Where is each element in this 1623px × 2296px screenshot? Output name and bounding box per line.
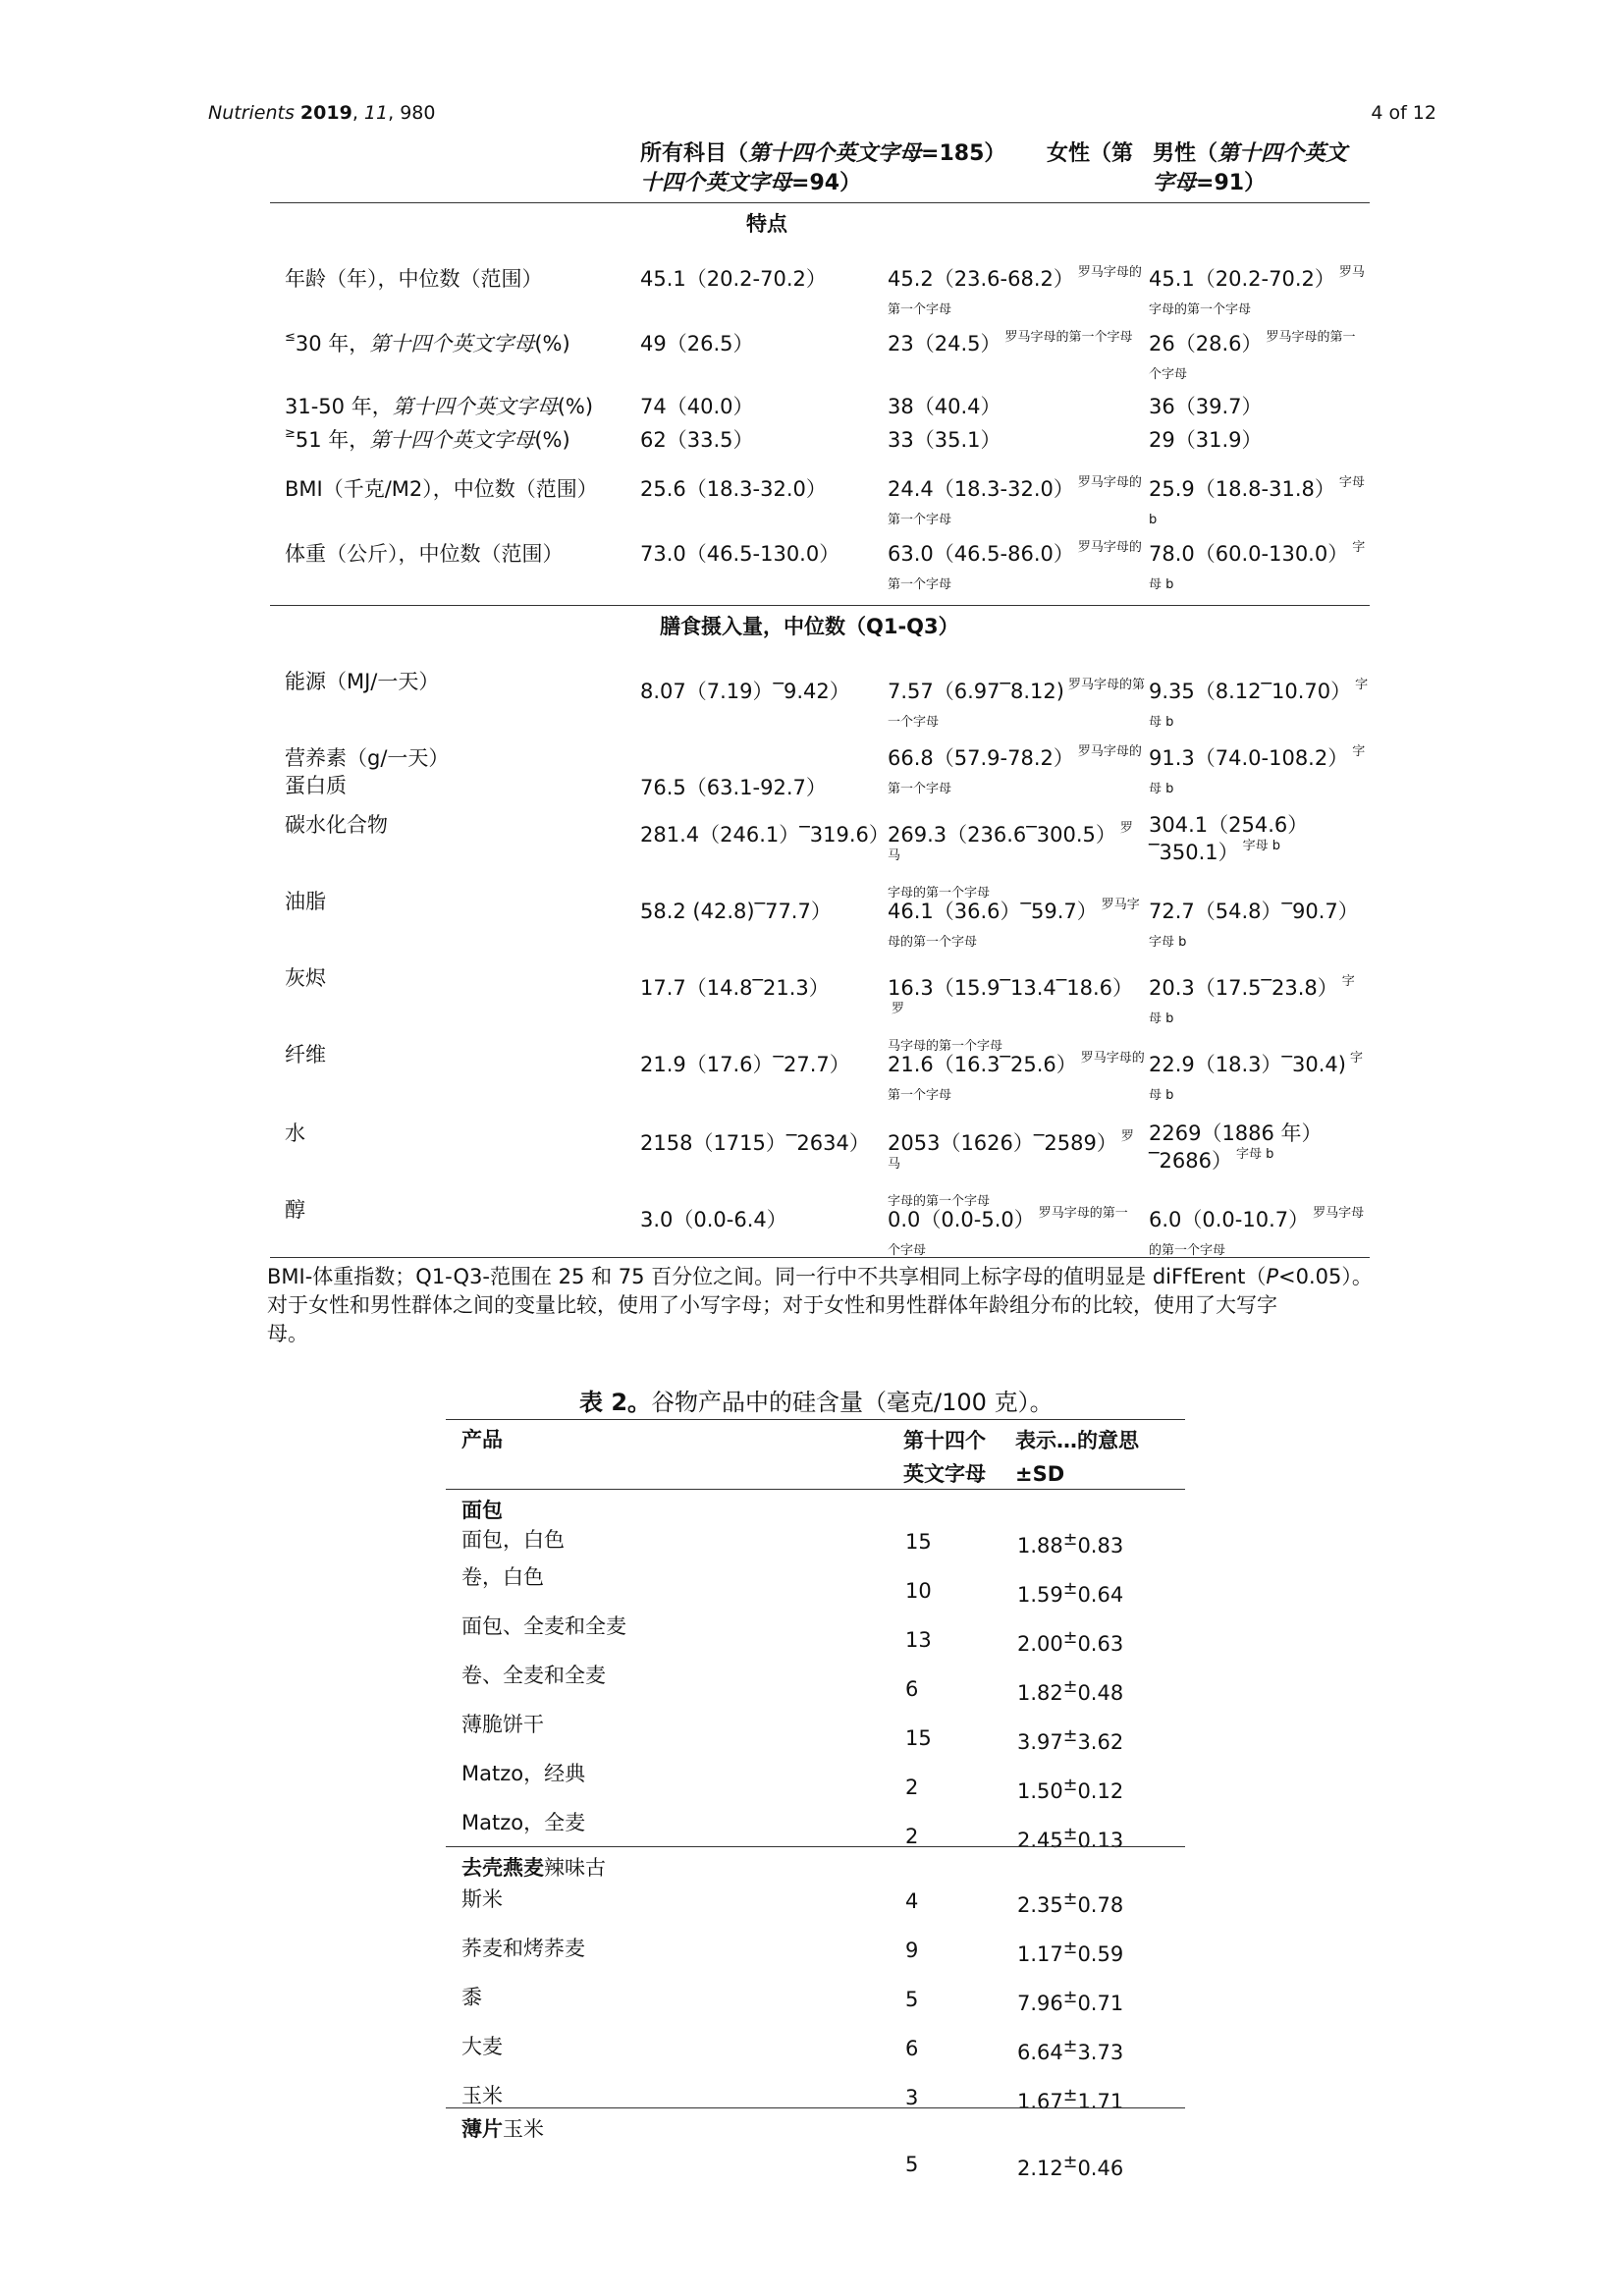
row-label [285,744,449,799]
plus-minus: ± [1062,1988,1078,2007]
sample-count: 13 [905,1628,932,1652]
sd-value: 0.78 [1077,1893,1124,1917]
cell-male [1149,330,1377,385]
superscript: 罗马字母的 [1077,265,1142,280]
cell-all-subjects: 25.6（18.3-32.0） [640,477,827,501]
sample-count: 15 [905,1530,932,1554]
table-1-footnote: BMI-体重指数；Q1-Q3-范围在 25 和 75 百分位之间。同一行中不共享相同上标字母的值明显是 diFfErent（P<0.05）。 对于女性和男性群体之间的变量比较，使用了小写字母；对于女性和男性群体年龄组分布的比较，使用了大写字 母。 [267,1265,1373,1345]
running-header: Nutrients 2019, 11, 980 [208,102,436,124]
mean-value: 2.00 [1017,1632,1063,1656]
label-text: 30 年， [295,332,370,355]
mean-sd [1017,2037,1123,2064]
cell-female [888,1051,1145,1106]
sample-count: 5 [905,1988,919,2011]
product-name: 面包，白色 [461,1528,565,1552]
superscript: 罗马字母的 [1080,1051,1145,1066]
sd-value: 0.59 [1077,1942,1124,1966]
article-number: 980 [400,102,436,124]
superscript: 罗 [892,1002,905,1016]
superscript-cont: 第一个字母 [888,302,952,317]
superscript-cont: 母 b [1149,715,1174,730]
product-name: Matzo，经典 [461,1762,586,1785]
cell-value: 91.3（74.0-108.2） [1149,746,1349,770]
cell-female [888,678,1145,733]
sd-value: 0.13 [1077,1829,1124,1852]
cell-male [1149,678,1377,733]
row-label [285,964,326,992]
plus-minus: ± [1062,1530,1078,1550]
mean-sd [1017,1677,1123,1705]
cell-all-subjects: 58.2 (42.8)‾77.7） [640,900,832,923]
sample-count: 6 [905,1677,919,1701]
label-text: 油脂 [285,890,326,913]
cell-value: 63.0（46.5-86.0） [888,542,1074,566]
superscript: 罗马字母的第一 [1038,1206,1128,1221]
superscript-cont: 一个字母 [888,715,940,730]
product-name: 卷，白色 [461,1565,544,1589]
mean-sd [1017,1825,1123,1852]
cell-value: 46.1（36.6）‾59.7） [888,900,1098,923]
cell-value: 22.9（18.3）‾30.4) [1149,1053,1346,1076]
plus-minus: ± [1062,1825,1078,1844]
journal-year: 2019 [299,102,352,124]
row-label [285,1041,326,1068]
col-header-n: 第十四个 英文字母 [903,1429,986,1486]
product-name: 斯米 [461,1887,503,1911]
col-header-all: 所有科目（第十四个英文字母=185） 十四个英文字母=94） [640,141,1006,195]
cell-female [888,898,1145,953]
product-name: 大麦 [461,2035,503,2058]
mean-value: 1.88 [1017,1534,1063,1558]
superscript: 罗马 [888,821,1133,863]
cell-male [1149,898,1377,953]
cell-female [888,1129,1145,1212]
superscript-cont: 的第一个字母 [1149,1243,1226,1258]
mean-sd [1017,2086,1123,2113]
cell-value: 7.57（6.97‾8.12) [888,680,1064,703]
superscript-cont: b [1149,513,1158,527]
cell-male [1149,744,1377,799]
superscript: 字母 [1338,475,1365,490]
cell-female [888,744,1145,799]
row-label [285,393,593,420]
cell-value: 36（39.7） [1149,395,1263,418]
mean-value: 2.45 [1017,1829,1063,1852]
cell-female [888,1206,1145,1261]
cell-value: 2053（1626）‾2589） [888,1131,1117,1155]
cell-all-subjects: 21.9（17.6）‾27.7） [640,1053,850,1076]
label-text: 51 年， [295,428,370,452]
label-subitem: 蛋白质 [285,774,347,797]
cell-all-subjects: 76.5（63.1-92.7） [640,776,827,799]
cell-value: 26（28.6） [1149,332,1263,355]
label-text: 碳水化合物 [285,813,388,837]
label-text: 水 [285,1121,305,1145]
sd-value: 0.12 [1077,1779,1124,1803]
cell-female [888,265,1145,320]
superscript-cont: 母的第一个字母 [888,935,978,950]
superscript: 罗马字母的第一 [1266,330,1356,345]
label-text: 体重（公斤），中位数（范围） [285,542,564,566]
sd-value: 0.46 [1077,2157,1124,2180]
cell-value: 45.2（23.6-68.2） [888,267,1074,291]
mean-sd [1017,1726,1123,1754]
cell-value: 9.35（8.12‾10.70） [1149,680,1352,703]
cell-female [888,475,1145,530]
mean-sd [1017,1889,1123,1917]
cell-all-subjects: 281.4（246.1）‾319.6） [640,823,890,847]
group-title [461,2113,544,2143]
cell-value: 29（31.9） [1149,428,1263,452]
cell-male [1149,974,1377,1029]
cell-value: 2269（1886 年） [1149,1121,1323,1145]
cell-female [888,540,1145,595]
label-text: 能源（MJ/一天） [285,670,440,693]
sample-count: 3 [905,2086,919,2109]
group-divider [446,2107,1185,2108]
mean-sd [1017,1988,1123,2015]
superscript: 字 [1352,744,1366,759]
plus-minus: ± [1062,1579,1078,1599]
cell-value: 38（40.4） [888,395,1001,418]
sample-count: 5 [905,2153,919,2176]
label-symbol: ≤ [285,330,296,345]
superscript-cont: 母 b [1149,1088,1174,1103]
cell-value: 6.0（0.0-10.7） [1149,1208,1310,1231]
group-title-rest: 辣味古 [544,1856,606,1880]
cell-value: 24.4（18.3-32.0） [888,477,1074,501]
cell-value: 72.7（54.8）‾90.7） [1149,900,1359,923]
group-title [461,1852,606,1882]
col-header-product: 产品 [461,1428,503,1451]
cell-male [1149,426,1377,454]
product-name: 卷、全麦和全麦 [461,1664,606,1687]
product-name: 黍 [461,1986,482,2009]
mean-value: 1.50 [1017,1779,1063,1803]
cell-female [888,974,1145,1057]
table-rule [446,1419,1185,1420]
label-text: 营养素（g/一天） [285,746,450,770]
plus-minus: ± [1062,2037,1078,2056]
label-italic: 第十四个英文字母 [392,395,558,418]
superscript-cont: 字母的第一个字母 [888,886,991,901]
label-text: 纤维 [285,1043,326,1066]
plus-minus: ± [1062,2153,1078,2172]
label-text: 醇 [285,1198,305,1222]
sd-value: 1.71 [1077,2090,1124,2113]
cell-male [1149,540,1377,595]
cell-female [888,821,1145,903]
cell-value-cont: ‾350.1） [1149,841,1239,864]
mean-value: 6.64 [1017,2041,1063,2064]
mean-sd [1017,1530,1123,1558]
superscript-cont: 母 b [1149,577,1174,592]
cell-male [1149,475,1377,530]
label-symbol: ≥ [285,426,296,441]
cell-all-subjects: 3.0（0.0-6.4） [640,1208,787,1231]
mean-value: 3.97 [1017,1730,1063,1754]
section-header-characteristics: 特点 [746,212,787,236]
label-suffix: (%) [534,332,570,355]
cell-all-subjects: 74（40.0） [640,395,754,418]
plus-minus: ± [1062,2086,1078,2105]
page-number: 4 of 12 [1371,102,1436,124]
product-name: 荞麦和烤荞麦 [461,1937,585,1960]
plus-minus: ± [1062,1889,1078,1909]
group-title-bold: 去壳燕麦 [461,1856,544,1880]
superscript-cont: 母 b [1149,782,1174,796]
sd-value: 0.48 [1077,1681,1124,1705]
cell-female [888,393,1145,420]
plus-minus: ± [1062,1776,1078,1795]
row-label [285,265,543,293]
cell-all-subjects: 8.07（7.19）‾9.42） [640,680,850,703]
cell-male [1149,811,1377,866]
cell-value: 33（35.1） [888,428,1001,452]
sample-count: 4 [905,1889,919,1913]
superscript: 罗马字母 [1313,1206,1365,1221]
row-label [285,1120,305,1147]
journal-name: Nutrients [208,102,295,124]
plus-minus: ± [1062,1726,1078,1746]
mean-sd [1017,2153,1123,2180]
superscript-cont: 个字母 [1149,367,1188,382]
sample-count: 6 [905,2037,919,2060]
sd-value: 0.71 [1077,1992,1124,2015]
row-label [285,1196,305,1224]
cell-all-subjects: 2158（1715）‾2634） [640,1131,870,1155]
superscript: 字 [1355,678,1369,692]
row-label [285,811,388,839]
col-header-male: 男性（第十四个英文 字母=91） [1153,141,1348,195]
cell-value: 0.0（0.0-5.0） [888,1208,1035,1231]
cell-male [1149,265,1377,320]
sample-count: 10 [905,1579,932,1603]
cell-female [888,426,1145,454]
product-name: 薄脆饼干 [461,1713,544,1736]
superscript: 罗马 [888,1129,1134,1172]
journal-volume: 11 [363,102,389,124]
table-rule-bottom [270,1257,1370,1258]
plus-minus: ± [1062,1628,1078,1648]
superscript-cont: 字母的第一个字母 [888,1194,991,1209]
superscript: 字 [1341,974,1355,989]
product-name: Matzo，全麦 [461,1811,586,1834]
table-2-caption: 表 2。谷物产品中的硅含量（毫克/100 克）。 [579,1389,1054,1416]
mean-value: 2.35 [1017,1893,1063,1917]
label-italic: 第十四个英文字母 [369,332,535,355]
cell-value: 66.8（57.9-78.2） [888,746,1074,770]
label-text: 灰烬 [285,966,326,990]
row-label [285,888,326,915]
cell-value: 20.3（17.5‾23.8） [1149,976,1338,1000]
product-name: 面包、全麦和全麦 [461,1614,626,1638]
mean-value: 1.17 [1017,1942,1063,1966]
superscript: 罗马字母的第一个字母 [1004,330,1133,345]
superscript-cont: 字母 b [1149,935,1187,950]
mean-value: 7.96 [1017,1992,1063,2015]
superscript: 罗马字母的 [1077,475,1142,490]
superscript-cont: 马字母的第一个字母 [888,1039,1003,1054]
group-title-bold: 薄片 [461,2117,503,2141]
row-label [285,475,598,503]
mean-sd [1017,1939,1123,1966]
superscript: 字母 b [1235,1147,1274,1162]
cell-male [1149,1120,1377,1175]
superscript-cont: 第一个字母 [888,1088,952,1103]
sd-value: 0.64 [1077,1583,1124,1607]
cell-male [1149,393,1377,420]
cell-value-cont: ‾2686） [1149,1149,1232,1173]
label-text: 31-50 年， [285,395,393,418]
cell-value: 45.1（20.2-70.2） [1149,267,1335,291]
col-header-female: 女性（第 [1047,141,1134,166]
mean-sd [1017,1579,1123,1607]
cell-value: 304.1（254.6） [1149,813,1309,837]
cell-all-subjects: 73.0（46.5-130.0） [640,542,840,566]
cell-value: 269.3（236.6‾300.5） [888,823,1116,847]
cell-male [1149,1206,1377,1261]
superscript: 罗马字 [1101,898,1140,912]
superscript-cont: 字母的第一个字母 [1149,302,1252,317]
superscript-cont: 第一个字母 [888,577,952,592]
cell-value: 23（24.5） [888,332,1001,355]
group-title-rest: 玉米 [503,2117,544,2141]
superscript: 罗马字母的 [1077,540,1142,555]
cell-all-subjects: 17.7（14.8‾21.3） [640,976,830,1000]
label-text: BMI（千克/M2），中位数（范围） [285,477,598,501]
plus-minus: ± [1062,1939,1078,1958]
cell-value: 21.6（16.3‾25.6） [888,1053,1077,1076]
group-title [461,1495,503,1524]
sample-count: 2 [905,1776,919,1799]
mean-value: 2.12 [1017,2157,1063,2180]
cell-value: 16.3（15.9‾13.4‾18.6） [888,976,1134,1000]
label-suffix: (%) [534,428,570,452]
cell-male [1149,1051,1377,1106]
sd-value: 3.62 [1077,1730,1124,1754]
mean-value: 1.67 [1017,2090,1063,2113]
superscript: 字母 b [1242,839,1281,853]
sample-count: 2 [905,1825,919,1848]
superscript-cont: 第一个字母 [888,513,952,527]
cell-value: 78.0（60.0-130.0） [1149,542,1349,566]
plus-minus: ± [1062,1677,1078,1697]
superscript: 罗马字母的第 [1067,678,1145,692]
cell-all-subjects: 45.1（20.2-70.2） [640,267,827,291]
sd-value: 3.73 [1077,2041,1124,2064]
row-label [285,426,570,454]
table-rule [270,605,1370,606]
superscript-cont: 第一个字母 [888,782,952,796]
sd-value: 0.63 [1077,1632,1124,1656]
superscript: 字 [1349,1051,1363,1066]
table-rule [446,1489,1185,1490]
mean-sd [1017,1776,1123,1803]
cell-all-subjects: 62（33.5） [640,428,754,452]
mean-value: 1.82 [1017,1681,1063,1705]
table-rule [270,202,1370,203]
sd-value: 0.83 [1077,1534,1124,1558]
sample-count: 9 [905,1939,919,1962]
cell-female [888,330,1145,357]
label-italic: 第十四个英文字母 [369,428,535,452]
mean-sd [1017,1628,1123,1656]
row-label [285,330,570,357]
superscript-cont: 个字母 [888,1243,927,1258]
group-title-bold: 面包 [461,1499,503,1522]
section-header-dietary-intake: 膳食摄入量，中位数（Q1-Q3） [660,615,959,638]
label-suffix: (%) [557,395,594,418]
label-text: 年龄（年），中位数（范围） [285,267,543,291]
superscript: 罗马字母的 [1077,744,1142,759]
cell-all-subjects: 49（26.5） [640,332,754,355]
product-name: 玉米 [461,2084,503,2107]
mean-value: 1.59 [1017,1583,1063,1607]
col-header-mean-sd: 表示…的意思 ±SD [1015,1429,1139,1486]
row-label [285,540,564,568]
superscript: 罗马 [1338,265,1365,280]
cell-value: 25.9（18.8-31.8） [1149,477,1335,501]
superscript-cont: 母 b [1149,1011,1174,1026]
group-divider [446,1846,1185,1847]
superscript: 字 [1352,540,1366,555]
sample-count: 15 [905,1726,932,1750]
row-label [285,668,439,695]
